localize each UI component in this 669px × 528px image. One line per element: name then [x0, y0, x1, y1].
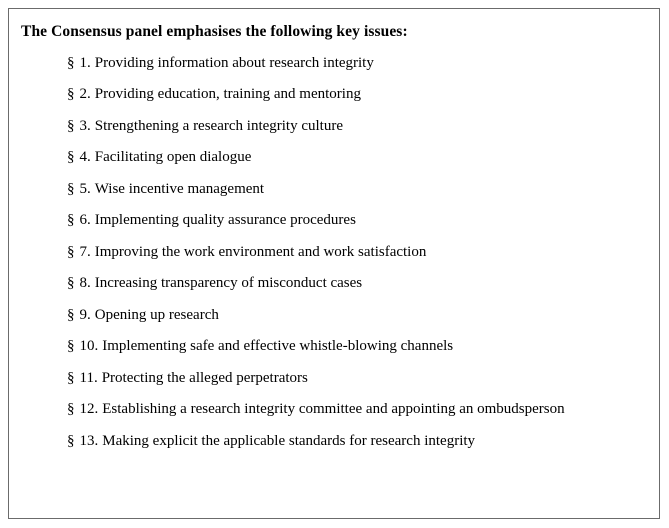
list-item-text: Establishing a research integrity committee and appointing an ombudsperson — [102, 401, 565, 418]
list-item — [21, 243, 649, 261]
list-item-text: Implementing quality assurance procedures — [94, 212, 356, 229]
section-symbol-icon: § — [67, 212, 75, 229]
section-symbol-icon: § — [67, 369, 75, 386]
list-item — [21, 117, 649, 135]
list-item-number: 9. — [79, 306, 91, 323]
list-item — [21, 306, 649, 324]
list-item-number: 12. — [79, 401, 99, 418]
list-item-text: Making explicit the applicable standards for research integrity — [102, 432, 476, 449]
list-item — [21, 180, 649, 198]
list-item-number: 3. — [79, 117, 91, 134]
list-item-number: 8. — [79, 275, 91, 292]
section-symbol-icon: § — [67, 86, 75, 103]
list-item — [21, 54, 649, 72]
list-item-number: 1. — [79, 54, 91, 71]
list-item-text: Implementing safe and effective whistle-blowing channels — [102, 338, 454, 355]
list-item-text: Wise incentive management — [94, 180, 265, 197]
list-item-text: Facilitating open dialogue — [94, 149, 252, 166]
list-item — [21, 148, 649, 166]
list-item-number: 6. — [79, 212, 91, 229]
list-item-text: Opening up research — [94, 306, 219, 323]
list-item — [21, 211, 649, 229]
section-symbol-icon: § — [67, 306, 75, 323]
list-item — [21, 432, 649, 450]
section-symbol-icon: § — [67, 149, 75, 166]
section-symbol-icon: § — [67, 243, 75, 260]
list-item-number: 7. — [79, 243, 91, 260]
list-item — [21, 400, 649, 418]
list-item-text: Providing information about research integrity — [94, 54, 374, 71]
list-item — [21, 274, 649, 292]
list-item-text: Improving the work environment and work satisfaction — [94, 243, 427, 260]
list-item — [21, 369, 649, 387]
section-symbol-icon: § — [67, 401, 75, 418]
key-issues-list — [21, 54, 649, 450]
list-item-number: 10. — [79, 338, 99, 355]
consensus-panel-box — [8, 8, 660, 519]
list-item-text: Increasing transparency of misconduct cases — [94, 275, 363, 292]
list-item-number: 2. — [79, 86, 91, 103]
list-item-text: Protecting the alleged perpetrators — [101, 369, 308, 386]
list-item-number: 4. — [79, 149, 91, 166]
list-item-number: 11. — [79, 369, 98, 386]
list-item-text: Providing education, training and mentoring — [94, 86, 361, 103]
section-symbol-icon: § — [67, 275, 75, 292]
list-item-number: 13. — [79, 432, 99, 449]
panel-heading: The Consensus panel emphasises the following key issues: — [21, 23, 408, 40]
section-symbol-icon: § — [67, 180, 75, 197]
list-item — [21, 85, 649, 103]
list-item-number: 5. — [79, 180, 91, 197]
section-symbol-icon: § — [67, 432, 75, 449]
list-item — [21, 337, 649, 355]
section-symbol-icon: § — [67, 338, 75, 355]
section-symbol-icon: § — [67, 54, 75, 71]
section-symbol-icon: § — [67, 117, 75, 134]
list-item-text: Strengthening a research integrity culture — [94, 117, 343, 134]
